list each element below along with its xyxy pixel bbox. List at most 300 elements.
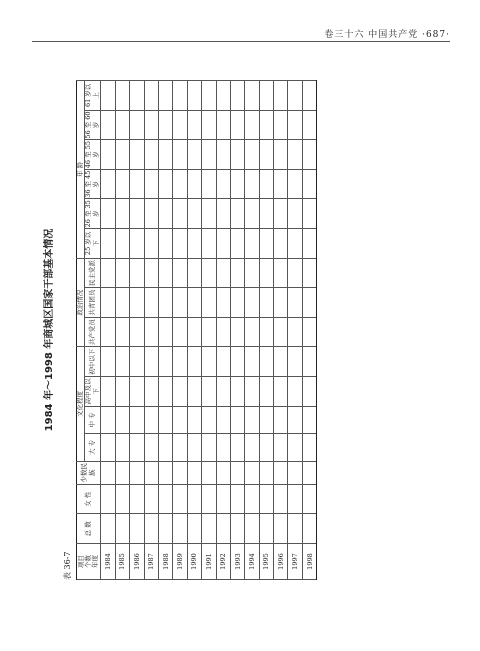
data-cell xyxy=(274,347,288,377)
year-cell: 1995 xyxy=(259,544,273,580)
data-cell xyxy=(187,347,201,377)
data-cell xyxy=(259,514,273,544)
table-title: 1984 年～1998 年商城区国家干部基本情况 xyxy=(44,228,55,432)
year-cell: 1996 xyxy=(274,544,288,580)
data-cell xyxy=(245,484,259,514)
data-cell xyxy=(187,377,201,407)
data-cell xyxy=(158,347,172,377)
data-cell xyxy=(173,258,187,288)
data-cell xyxy=(216,484,230,514)
data-cell xyxy=(115,229,129,259)
table-row xyxy=(187,81,201,580)
data-cell xyxy=(230,110,244,140)
col-minority: 少数民族 xyxy=(77,461,101,484)
data-cell xyxy=(245,288,259,318)
data-cell xyxy=(144,514,158,544)
data-cell xyxy=(202,140,216,170)
data-cell xyxy=(187,110,201,140)
data-cell xyxy=(288,347,302,377)
data-cell xyxy=(259,406,273,433)
data-cell xyxy=(274,199,288,229)
data-cell xyxy=(302,461,316,484)
data-cell xyxy=(130,514,144,544)
data-cell xyxy=(245,514,259,544)
data-cell xyxy=(216,514,230,544)
data-cell xyxy=(115,81,129,111)
data-cell xyxy=(101,514,115,544)
data-cell xyxy=(202,484,216,514)
data-cell xyxy=(115,288,129,318)
data-cell xyxy=(187,434,201,461)
data-cell xyxy=(158,169,172,199)
data-cell xyxy=(130,484,144,514)
header-rule xyxy=(32,41,450,42)
data-cell xyxy=(130,169,144,199)
data-cell xyxy=(288,81,302,111)
col-total: 总 数 xyxy=(77,514,101,544)
table-row xyxy=(202,81,216,580)
col-age-under25: 25 岁以下 xyxy=(85,229,101,259)
data-cell xyxy=(245,347,259,377)
data-cell xyxy=(302,514,316,544)
data-cell xyxy=(187,81,201,111)
table-row xyxy=(144,81,158,580)
data-cell xyxy=(302,258,316,288)
data-cell xyxy=(274,377,288,407)
col-age-26-35: 26 至 35 岁 xyxy=(84,200,100,228)
data-cell xyxy=(259,434,273,461)
data-cell xyxy=(173,347,187,377)
col-secondary: 中 专 xyxy=(85,406,101,433)
data-cell xyxy=(187,406,201,433)
data-cell xyxy=(173,317,187,347)
data-cell xyxy=(115,199,129,229)
data-cell xyxy=(274,140,288,170)
data-cell xyxy=(202,461,216,484)
data-cell xyxy=(274,258,288,288)
data-cell xyxy=(130,199,144,229)
data-cell xyxy=(144,317,158,347)
year-cell: 1989 xyxy=(173,544,187,580)
data-cell xyxy=(302,288,316,318)
table-row xyxy=(302,81,316,580)
col-age-46-55: 46 至 55 岁 xyxy=(84,141,100,169)
data-cell xyxy=(230,81,244,111)
data-cell xyxy=(101,317,115,347)
data-cell xyxy=(259,461,273,484)
data-cell xyxy=(274,169,288,199)
data-cell xyxy=(202,406,216,433)
data-cell xyxy=(230,288,244,318)
data-cell xyxy=(115,258,129,288)
data-cell xyxy=(115,406,129,433)
data-cell xyxy=(245,110,259,140)
data-cell xyxy=(216,140,230,170)
data-cell xyxy=(187,514,201,544)
data-cell xyxy=(158,434,172,461)
data-cell xyxy=(187,484,201,514)
data-cell xyxy=(288,514,302,544)
data-cell xyxy=(274,81,288,111)
data-cell xyxy=(158,110,172,140)
data-cell xyxy=(130,317,144,347)
data-cell xyxy=(288,110,302,140)
col-middle-school: 初中以下 xyxy=(85,347,101,377)
data-cell xyxy=(230,406,244,433)
data-cell xyxy=(115,484,129,514)
year-cell: 1998 xyxy=(302,544,316,580)
table-row xyxy=(158,81,172,580)
data-cell xyxy=(101,229,115,259)
data-cell xyxy=(130,140,144,170)
data-cell xyxy=(202,347,216,377)
data-cell xyxy=(144,434,158,461)
data-cell xyxy=(245,81,259,111)
data-cell xyxy=(302,484,316,514)
data-cell xyxy=(115,377,129,407)
data-cell xyxy=(144,81,158,111)
data-cell xyxy=(144,258,158,288)
table-row xyxy=(230,81,244,580)
data-cell xyxy=(173,81,187,111)
data-cell xyxy=(173,406,187,433)
data-cell xyxy=(274,484,288,514)
year-cell: 1988 xyxy=(158,544,172,580)
data-cell xyxy=(101,199,115,229)
cadre-statistics-table xyxy=(76,80,317,580)
data-cell xyxy=(245,258,259,288)
data-cell xyxy=(302,317,316,347)
table-row xyxy=(130,81,144,580)
data-cell xyxy=(245,199,259,229)
data-cell xyxy=(202,110,216,140)
data-cell xyxy=(144,229,158,259)
data-cell xyxy=(101,140,115,170)
table-row xyxy=(173,81,187,580)
data-cell xyxy=(259,229,273,259)
data-cell xyxy=(274,110,288,140)
col-female: 女 性 xyxy=(77,484,101,514)
data-cell xyxy=(115,434,129,461)
data-cell xyxy=(230,229,244,259)
data-cell xyxy=(144,140,158,170)
data-cell xyxy=(130,434,144,461)
data-cell xyxy=(173,140,187,170)
data-cell xyxy=(101,484,115,514)
data-cell xyxy=(115,317,129,347)
data-cell xyxy=(144,484,158,514)
data-cell xyxy=(216,406,230,433)
data-cell xyxy=(187,140,201,170)
data-cell xyxy=(173,288,187,318)
data-cell xyxy=(144,199,158,229)
data-cell xyxy=(288,317,302,347)
data-cell xyxy=(302,377,316,407)
data-cell xyxy=(187,169,201,199)
data-cell xyxy=(158,514,172,544)
corner-cell xyxy=(77,544,101,580)
data-cell xyxy=(101,110,115,140)
data-cell xyxy=(259,377,273,407)
data-cell xyxy=(216,461,230,484)
page-header xyxy=(32,27,450,41)
data-cell xyxy=(230,461,244,484)
data-cell xyxy=(144,377,158,407)
group-culture: 文化程度 xyxy=(77,347,85,461)
data-cell xyxy=(274,514,288,544)
data-cell xyxy=(115,169,129,199)
data-cell xyxy=(216,229,230,259)
data-cell xyxy=(202,377,216,407)
data-cell xyxy=(130,288,144,318)
data-cell xyxy=(288,434,302,461)
data-cell xyxy=(288,258,302,288)
data-cell xyxy=(202,434,216,461)
data-cell xyxy=(101,258,115,288)
data-cell xyxy=(173,484,187,514)
data-cell xyxy=(274,288,288,318)
data-cell xyxy=(101,169,115,199)
data-cell xyxy=(130,110,144,140)
data-cell xyxy=(302,110,316,140)
group-age: 年 龄 xyxy=(77,81,85,259)
data-cell xyxy=(130,258,144,288)
data-cell xyxy=(288,461,302,484)
data-cell xyxy=(173,229,187,259)
running-header: 卷三十六 中国共产党 ·687· xyxy=(324,30,450,40)
data-cell xyxy=(230,434,244,461)
data-cell xyxy=(302,169,316,199)
data-cell xyxy=(130,347,144,377)
data-cell xyxy=(187,317,201,347)
data-cell xyxy=(187,461,201,484)
data-cell xyxy=(202,258,216,288)
data-cell xyxy=(130,461,144,484)
data-cell xyxy=(302,199,316,229)
data-cell xyxy=(230,258,244,288)
data-cell xyxy=(187,199,201,229)
data-cell xyxy=(216,288,230,318)
data-cell xyxy=(216,377,230,407)
data-cell xyxy=(101,347,115,377)
data-cell xyxy=(101,406,115,433)
data-cell xyxy=(245,377,259,407)
year-cell: 1994 xyxy=(245,544,259,580)
data-cell xyxy=(158,288,172,318)
table-row xyxy=(216,81,230,580)
data-cell xyxy=(274,461,288,484)
data-cell xyxy=(245,169,259,199)
data-cell xyxy=(288,377,302,407)
data-cell xyxy=(230,140,244,170)
data-cell xyxy=(216,110,230,140)
data-cell xyxy=(259,110,273,140)
data-cell xyxy=(302,229,316,259)
year-cell: 1986 xyxy=(130,544,144,580)
col-high-school: 高中及以下 xyxy=(84,378,100,405)
data-cell xyxy=(202,514,216,544)
data-cell xyxy=(101,81,115,111)
data-cell xyxy=(216,199,230,229)
data-cell xyxy=(216,258,230,288)
col-age-36-45: 36 至 45 岁 xyxy=(84,170,100,198)
data-cell xyxy=(245,406,259,433)
data-cell xyxy=(230,377,244,407)
data-cell xyxy=(158,81,172,111)
table-row xyxy=(115,81,129,580)
data-cell xyxy=(158,199,172,229)
data-cell xyxy=(115,347,129,377)
data-cell xyxy=(259,169,273,199)
year-cell: 1990 xyxy=(187,544,201,580)
data-cell xyxy=(288,199,302,229)
data-cell xyxy=(245,461,259,484)
data-cell xyxy=(101,377,115,407)
data-cell xyxy=(115,140,129,170)
data-cell xyxy=(187,288,201,318)
corner-count: 个数 xyxy=(83,555,92,569)
data-cell xyxy=(158,140,172,170)
data-cell xyxy=(259,199,273,229)
data-cell xyxy=(259,140,273,170)
data-cell xyxy=(187,258,201,288)
data-cell xyxy=(245,317,259,347)
year-cell: 1987 xyxy=(144,544,158,580)
data-cell xyxy=(216,434,230,461)
data-cell xyxy=(173,434,187,461)
data-cell xyxy=(274,406,288,433)
data-cell xyxy=(173,169,187,199)
data-cell xyxy=(202,288,216,318)
data-cell xyxy=(230,514,244,544)
data-cell xyxy=(144,461,158,484)
data-cell xyxy=(230,347,244,377)
data-cell xyxy=(259,484,273,514)
data-cell xyxy=(130,229,144,259)
data-cell xyxy=(274,434,288,461)
data-cell xyxy=(158,377,172,407)
data-cell xyxy=(130,377,144,407)
col-age-56-60: 56 至 60 岁 xyxy=(84,111,100,139)
data-cell xyxy=(101,434,115,461)
data-cell xyxy=(216,317,230,347)
data-cell xyxy=(230,317,244,347)
data-cell xyxy=(101,288,115,318)
data-cell xyxy=(144,406,158,433)
data-cell xyxy=(288,484,302,514)
data-cell xyxy=(158,258,172,288)
data-cell xyxy=(173,377,187,407)
col-college: 大 专 xyxy=(85,434,101,461)
data-cell xyxy=(259,258,273,288)
year-cell: 1993 xyxy=(230,544,244,580)
data-cell xyxy=(245,434,259,461)
table-row xyxy=(288,81,302,580)
data-cell xyxy=(202,317,216,347)
year-cell: 1997 xyxy=(288,544,302,580)
corner-item: 项目 xyxy=(76,555,85,569)
data-cell xyxy=(230,199,244,229)
data-cell xyxy=(130,81,144,111)
data-cell xyxy=(144,347,158,377)
data-cell xyxy=(288,288,302,318)
table-row xyxy=(259,81,273,580)
rotated-table-sheet xyxy=(40,80,420,580)
data-cell xyxy=(202,169,216,199)
data-cell xyxy=(245,229,259,259)
col-democratic-party: 民主党派 xyxy=(85,258,101,288)
data-cell xyxy=(288,229,302,259)
data-cell xyxy=(173,110,187,140)
year-cell: 1984 xyxy=(101,544,115,580)
data-cell xyxy=(202,229,216,259)
data-cell xyxy=(187,229,201,259)
data-cell xyxy=(173,199,187,229)
data-cell xyxy=(158,461,172,484)
col-age-61-up: 61 岁以上 xyxy=(85,81,101,111)
data-cell xyxy=(144,110,158,140)
data-cell xyxy=(288,406,302,433)
table-row xyxy=(245,81,259,580)
data-cell xyxy=(259,347,273,377)
data-cell xyxy=(302,347,316,377)
year-cell: 1992 xyxy=(216,544,230,580)
table-body xyxy=(101,81,317,580)
data-cell xyxy=(259,81,273,111)
data-cell xyxy=(158,317,172,347)
data-cell xyxy=(230,484,244,514)
col-party-member: 共产党员 xyxy=(85,317,101,347)
year-cell: 1991 xyxy=(202,544,216,580)
data-cell xyxy=(230,169,244,199)
data-cell xyxy=(173,461,187,484)
data-cell xyxy=(216,169,230,199)
data-cell xyxy=(245,140,259,170)
data-cell xyxy=(144,288,158,318)
group-politics: 政治情况 xyxy=(77,258,85,347)
data-cell xyxy=(173,514,187,544)
data-cell xyxy=(274,229,288,259)
table-row xyxy=(101,81,115,580)
data-cell xyxy=(288,140,302,170)
data-cell xyxy=(130,406,144,433)
data-cell xyxy=(202,199,216,229)
data-cell xyxy=(115,461,129,484)
year-cell: 1985 xyxy=(115,544,129,580)
data-cell xyxy=(216,347,230,377)
table-label: 表 36-7 xyxy=(63,551,72,580)
data-cell xyxy=(259,288,273,318)
table-row xyxy=(274,81,288,580)
data-cell xyxy=(202,81,216,111)
data-cell xyxy=(274,317,288,347)
data-cell xyxy=(158,229,172,259)
data-cell xyxy=(302,434,316,461)
data-cell xyxy=(302,406,316,433)
col-league-member: 共青团员 xyxy=(85,288,101,318)
data-cell xyxy=(288,169,302,199)
data-cell xyxy=(115,110,129,140)
data-cell xyxy=(216,81,230,111)
data-cell xyxy=(158,484,172,514)
data-cell xyxy=(115,514,129,544)
corner-year: 年度 xyxy=(91,555,100,569)
data-cell xyxy=(158,406,172,433)
data-cell xyxy=(302,140,316,170)
data-cell xyxy=(101,461,115,484)
data-cell xyxy=(259,317,273,347)
data-cell xyxy=(302,81,316,111)
